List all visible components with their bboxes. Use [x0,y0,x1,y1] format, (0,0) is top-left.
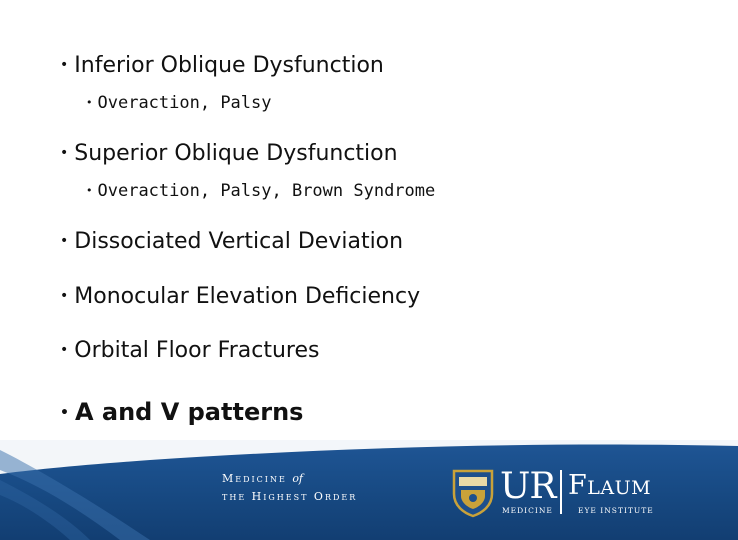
bullet-text: Inferior Oblique Dysfunction [74,53,384,78]
tagline-word: Medicine [222,472,287,485]
bullet-text: Orbital Floor Fractures [74,338,320,363]
logo-ur: UR [500,466,556,507]
tagline [222,470,362,506]
bullet-dot: • [60,405,69,421]
bullet-dot: • [60,57,69,73]
sub-bullet-item [86,93,272,113]
bullet-item [60,53,384,78]
ur-flaum-logo [450,468,680,518]
bullet-item [60,229,403,254]
bullet-dot: • [60,288,69,304]
bullet-text: Dissociated Vertical Deviation [74,229,404,254]
tagline-line2: the Highest Order [222,490,358,503]
bullet-text: Superior Oblique Dysfunction [74,141,398,166]
bullet-dot: • [60,342,69,358]
logo-flaum: Flaum [568,470,652,501]
bullet-item [60,141,398,166]
bullet-text: A and V patterns [74,398,304,426]
bullet-dot: • [86,184,93,197]
footer-band [0,440,738,540]
tagline-of: of [292,472,304,485]
bullet-item-bold [60,398,303,426]
sub-bullet-text: Overaction, Palsy, Brown Syndrome [97,181,436,201]
bullet-dot: • [60,145,69,161]
bullet-item [60,338,319,363]
shield-icon [450,468,496,518]
logo-divider [560,470,562,514]
bullet-item [60,284,420,309]
sub-bullet-item [86,181,435,201]
logo-eye-institute: EYE INSTITUTE [578,506,654,515]
bullet-dot: • [60,233,69,249]
logo-medicine: MEDICINE [502,506,553,515]
bullet-dot: • [86,96,93,109]
bullet-text: Monocular Elevation Deficiency [74,284,421,309]
sub-bullet-text: Overaction, Palsy [97,93,272,113]
